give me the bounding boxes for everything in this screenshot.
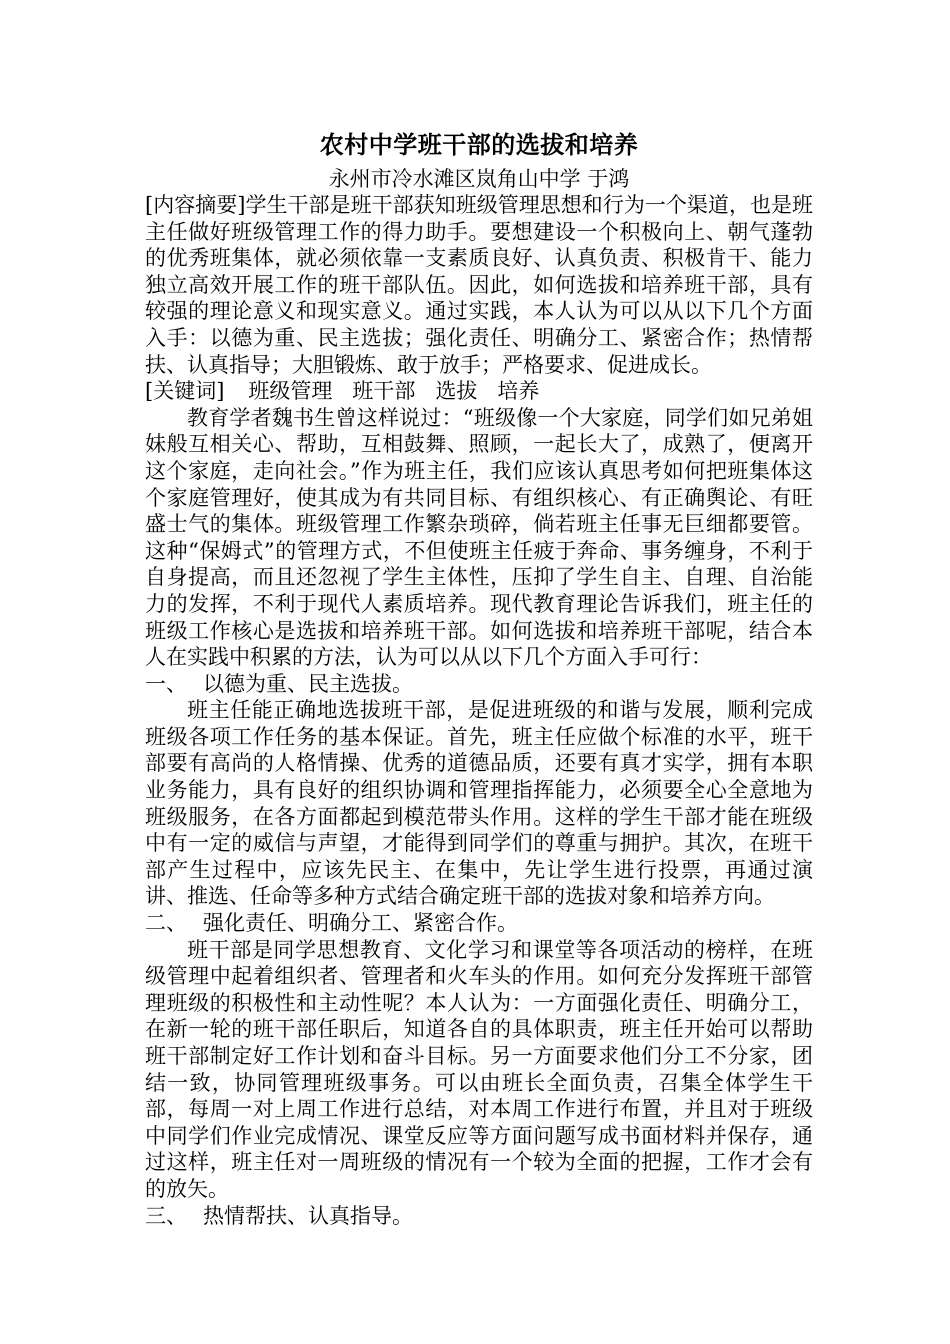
- section-heading: [145, 910, 813, 937]
- keyword: 班干部: [352, 379, 416, 404]
- section-heading: [145, 1203, 813, 1230]
- section-heading: [145, 671, 813, 698]
- document-title: 农村中学班干部的选拔和培养: [319, 131, 639, 159]
- author-line: 永州市冷水滩区岚角山中学 于鸿: [328, 167, 630, 191]
- document-page: [145, 128, 813, 1229]
- section-title: 以德为重、民主选拔。: [203, 671, 413, 696]
- section-title: 热情帮扶、认真指导。: [203, 1203, 413, 1228]
- intro-paragraph: 教育学者魏书生曾这样说过：“班级像一个大家庭，同学们如兄弟姐妹般互相关心、帮助，互相鼓舞、照顾，一起长大了，成熟了，便离开这个家庭，走向社会。”作为班主任，我们应该认真思考如何把班集体这个家庭管理好，使其成为有共同目标、有组织核心、有正确舆论、有旺盛士气的集体。班级管理工作繁杂琐碎，倘若班主任事无巨细都要管。这种“保姆式”的管理方式，不但使班主任疲于奔命、事务缠身，不利于自身提高，而且还忽视了学生主体性，压抑了学生自主、自理、自治能力的发挥，不利于现代人素质培养。现代教育理论告诉我们，班主任的班级工作核心是选拔和培养班干部。如何选拔和培养班干部呢，结合本人在实践中积累的方法，认为可以从以下几个方面入手可行：: [145, 405, 813, 670]
- keyword: 培养: [497, 379, 540, 404]
- section-body: 班干部是同学思想教育、文化学习和课堂等各项活动的榜样，在班级管理中起着组织者、管理者和火车头的作用。如何充分发挥班干部管理班级的积极性和主动性呢？本人认为：一方面强化责任、明确分工，在新一轮的班干部任职后，知道各自的具体职责，班主任开始可以帮助班干部制定好工作计划和奋斗目标。另一方面要求他们分工不分家，团结一致，协同管理班级事务。可以由班长全面负责，召集全体学生干部，每周一对上周工作进行总结，对本周工作进行布置，并且对于班级中同学们作业完成情况、课堂反应等方面问题写成书面材料并保存，通过这样，班主任对一周班级的情况有一个较为全面的把握，工作才会有的放矢。: [145, 937, 813, 1201]
- abstract-text: 学生干部是班干部获知班级管理思想和行为一个渠道，也是班主任做好班级管理工作的得力助手。要想建设一个积极向上、朝气蓬勃的优秀班集体，就必须依靠一支素质良好、认真负责、积极肯干、能力独立高效开展工作的班干部队伍。因此，如何选拔和培养班干部，具有较强的理论意义和现实意义。通过实践，本人认为可以从以下几个方面入手：以德为重、民主选拔；强化责任、明确分工、紧密合作；热情帮扶、认真指导；大胆锻炼、敢于放手；严格要求、促进成长。: [145, 193, 813, 377]
- keyword: 选拔: [435, 379, 478, 404]
- abstract-paragraph: [145, 192, 813, 378]
- abstract-label: [内容摘要]: [145, 193, 246, 217]
- section-body: 班主任能正确地选拔班干部，是促进班级的和谐与发展，顺利完成班级各项工作任务的基本保证。首先，班主任应做个标准的水平，班干部要有高尚的人格情操、优秀的道德品质，还要有真才实学，拥有本职业务能力，具有良好的组织协调和管理指挥能力，必须要全心全意地为班级服务，在各方面都起到模范带头作用。这样的学生干部才能在班级中有一定的威信与声望，才能得到同学们的尊重与拥护。其次，在班干部产生过程中，应该先民主、在集中，先让学生进行投票，再通过演讲、推选、任命等多种方式结合确定班干部的选拔对象和培养方向。: [145, 698, 813, 909]
- section-number: 二、: [145, 911, 187, 936]
- keywords-label: [关键词]: [145, 379, 225, 404]
- section-number: 一、: [145, 671, 187, 696]
- keywords-line: [145, 378, 813, 405]
- section-number: 三、: [145, 1203, 187, 1228]
- keyword: 班级管理: [248, 379, 333, 404]
- section-title: 强化责任、明确分工、紧密合作。: [203, 911, 518, 936]
